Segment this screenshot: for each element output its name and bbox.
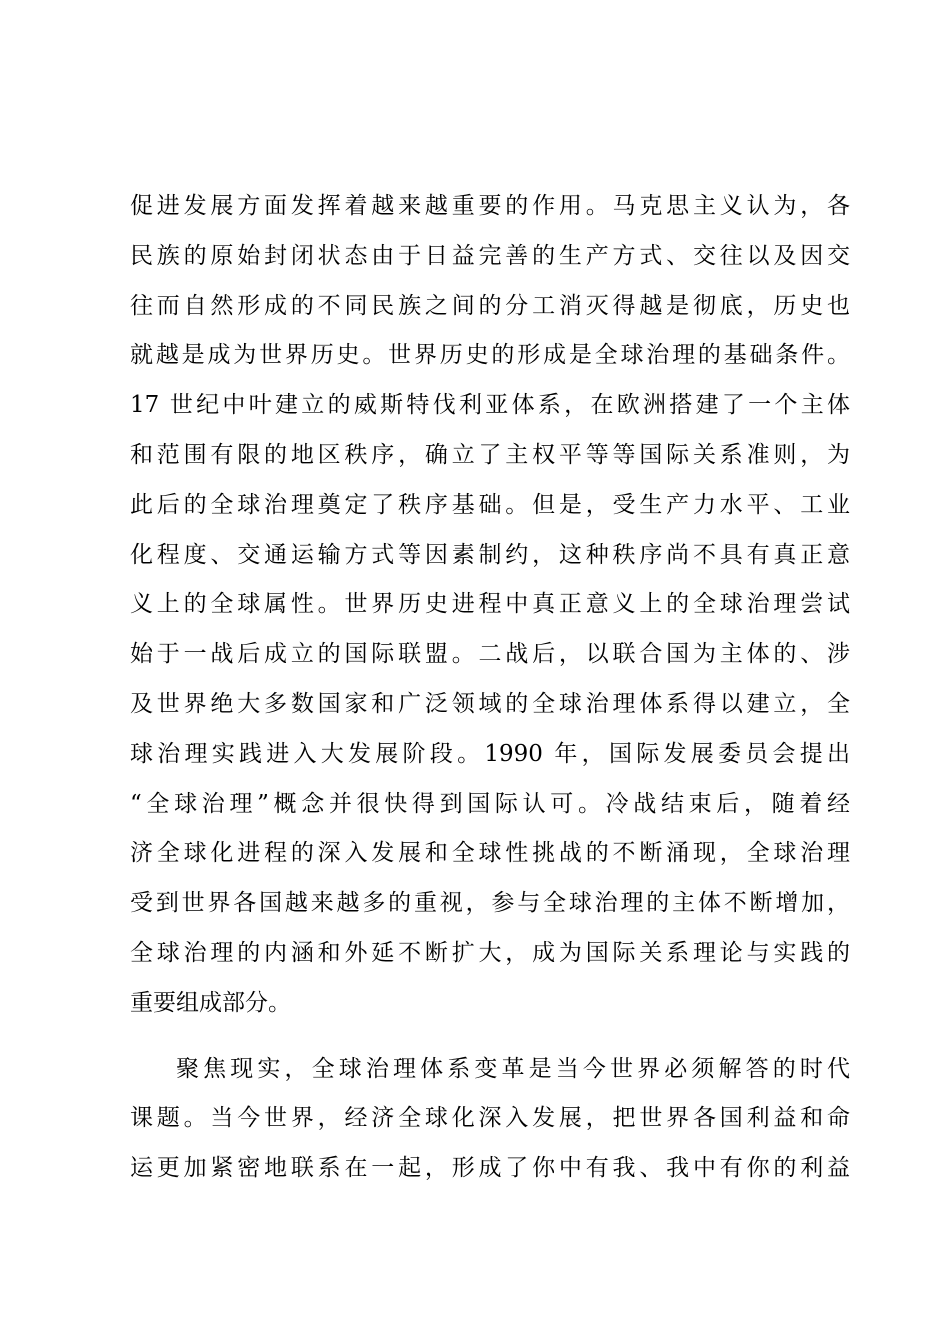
- text-line: 聚焦现实，全球治理体系变革是当今世界必须解答的时代: [176, 1055, 850, 1082]
- text-line: 济全球化进程的深入发展和全球性挑战的不断涌现，全球治理: [130, 840, 850, 867]
- text-line: “全球治理”概念并很快得到国际认可。冷战结束后，随着经: [130, 790, 850, 817]
- text-line: 和范围有限的地区秩序，确立了主权平等等国际关系准则，为: [130, 441, 850, 468]
- text-line: 就越是成为世界历史。世界历史的形成是全球治理的基础条件。: [130, 342, 850, 369]
- text-line: 17 世纪中叶建立的威斯特伐利亚体系，在欧洲搭建了一个主体: [130, 392, 850, 419]
- text-line: 及世界绝大多数国家和广泛领域的全球治理体系得以建立，全: [130, 690, 850, 717]
- text-line: 民族的原始封闭状态由于日益完善的生产方式、交往以及因交: [130, 242, 850, 269]
- text-line: 运更加紧密地联系在一起，形成了你中有我、我中有你的利益: [130, 1155, 850, 1182]
- body-text: [130, 182, 850, 1194]
- text-line: 球治理实践进入大发展阶段。1990 年，国际发展委员会提出: [130, 740, 850, 767]
- text-line: 往而自然形成的不同民族之间的分工消灭得越是彻底，历史也: [130, 292, 850, 319]
- text-line: 受到世界各国越来越多的重视，参与全球治理的主体不断增加，: [130, 890, 850, 917]
- text-line: 重要组成部分。: [130, 989, 291, 1016]
- text-line: 此后的全球治理奠定了秩序基础。但是，受生产力水平、工业: [130, 491, 850, 518]
- paragraph-2: [130, 1045, 850, 1194]
- text-line: 促进发展方面发挥着越来越重要的作用。马克思主义认为，各: [130, 193, 850, 219]
- text-line: 化程度、交通运输方式等因素制约，这种秩序尚不具有真正意: [130, 541, 850, 568]
- text-line: 义上的全球属性。世界历史进程中真正意义上的全球治理尝试: [130, 591, 850, 618]
- paragraph-gap: [130, 1029, 850, 1045]
- text-line: 全球治理的内涵和外延不断扩大，成为国际关系理论与实践的: [130, 939, 850, 966]
- text-line: 始于一战后成立的国际联盟。二战后，以联合国为主体的、涉: [130, 641, 850, 668]
- paragraph-1: [130, 182, 850, 1029]
- text-line: 课题。当今世界，经济全球化深入发展，把世界各国利益和命: [130, 1105, 850, 1132]
